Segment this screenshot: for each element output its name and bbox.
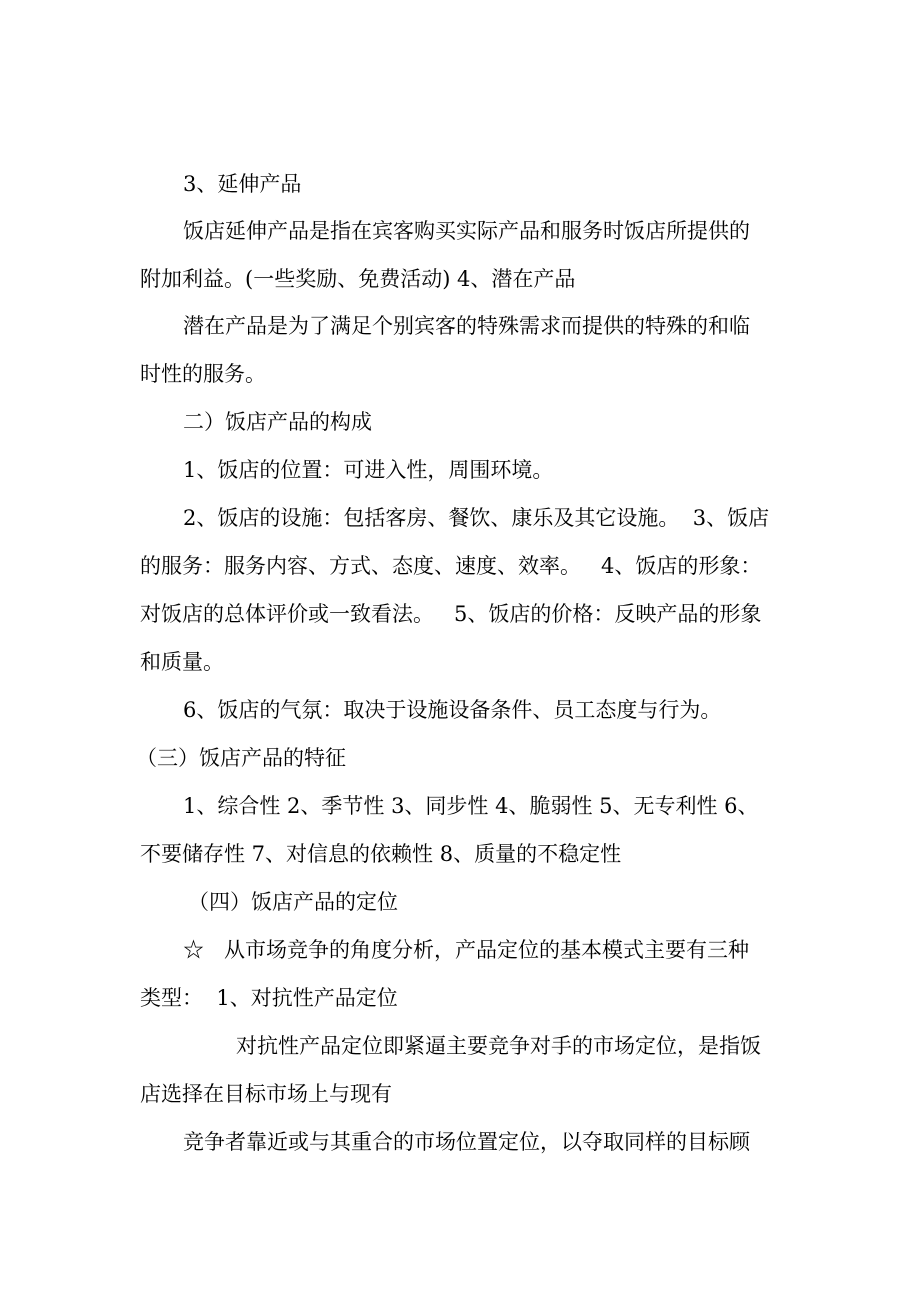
paragraph-line: 2、饭店的设施：包括客房、餐饮、康乐及其它设施。 3、饭店 <box>183 506 770 530</box>
paragraph-line: 饭店延伸产品是指在宾客购买实际产品和服务时饭店所提供的 <box>183 219 750 243</box>
paragraph-line: 6、饭店的气氛：取决于设施设备条件、员工态度与行为。 <box>183 698 722 722</box>
paragraph-line: 1、饭店的位置：可进入性，周围环境。 <box>183 458 554 482</box>
paragraph-line: ☆ 从市场竞争的角度分析，产品定位的基本模式主要有三种 <box>183 938 750 962</box>
paragraph-line: 的服务：服务内容、方式、态度、速度、效率。 4、饭店的形象： <box>140 554 762 578</box>
section-heading: （四）饭店产品的定位 <box>188 890 398 914</box>
section-heading: 二）饭店产品的构成 <box>183 410 372 434</box>
paragraph-line: 和质量。 <box>140 650 224 674</box>
paragraph-line: 类型： 1、对抗性产品定位 <box>140 986 398 1010</box>
paragraph-line: 时性的服务。 <box>140 362 266 386</box>
paragraph-line: 店选择在目标市场上与现有 <box>140 1082 392 1106</box>
paragraph-line: 不要储存性 7、对信息的依赖性 8、质量的不稳定性 <box>140 842 622 866</box>
paragraph-line: 对抗性产品定位即紧逼主要竞争对手的市场定位，是指饭 <box>236 1034 761 1058</box>
paragraph-line: 附加利益。(一些奖励、免费活动) 4、潜在产品 <box>140 267 576 291</box>
paragraph-line: 对饭店的总体评价或一致看法。 5、饭店的价格：反映产品的形象 <box>140 602 762 626</box>
section-heading: （三）饭店产品的特征 <box>136 746 346 770</box>
paragraph-line: 1、综合性 2、季节性 3、同步性 4、脆弱性 5、无专利性 6、 <box>183 794 759 818</box>
heading-extended-product: 3、延伸产品 <box>183 172 302 196</box>
paragraph-line: 潜在产品是为了满足个别宾客的特殊需求而提供的特殊的和临 <box>183 314 750 338</box>
paragraph-line: 竞争者靠近或与其重合的市场位置定位，以夺取同样的目标顾 <box>183 1130 750 1154</box>
